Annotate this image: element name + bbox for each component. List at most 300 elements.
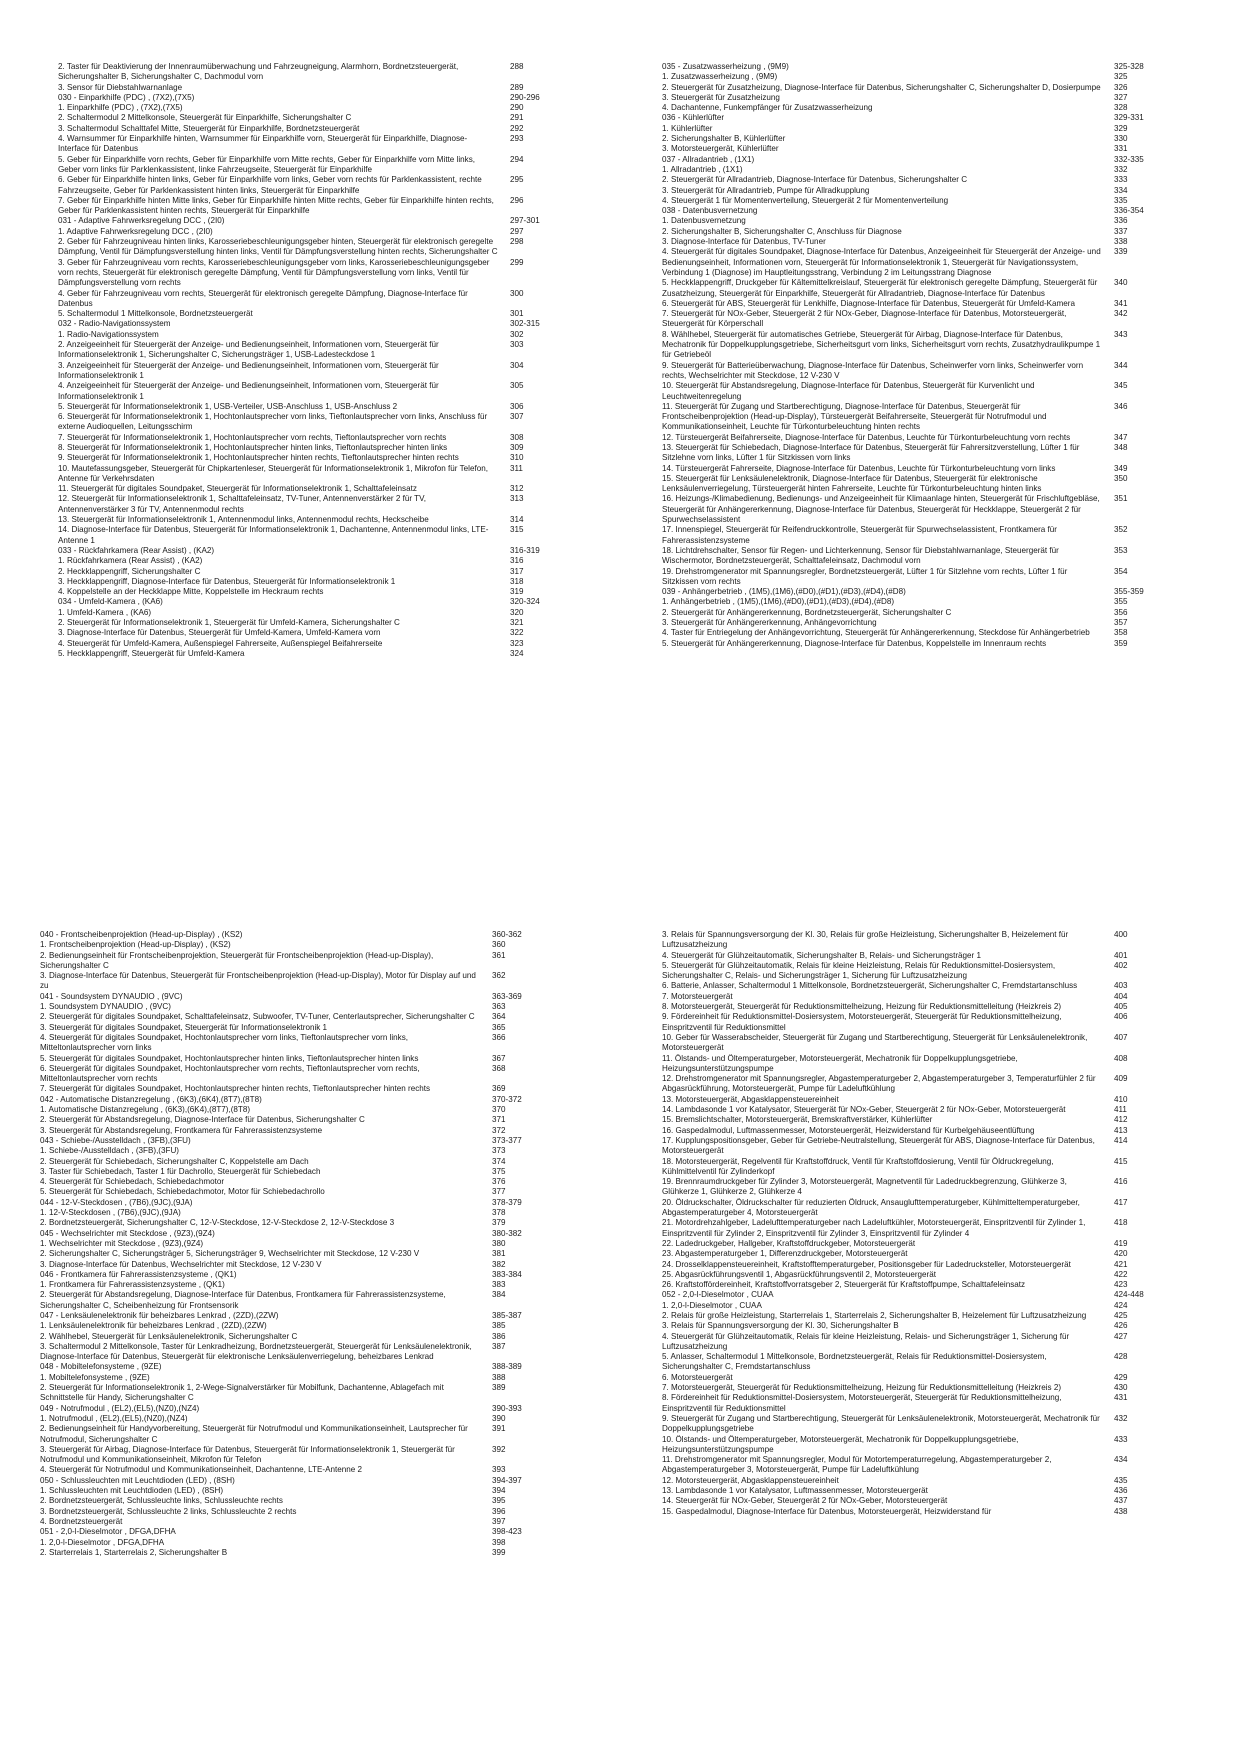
entry-text: 1. Anhängerbetrieb , (1M5),(1M6),(#D0),(#D1),(#D3),(#D4),(#D8): [662, 597, 895, 607]
index-entry: [662, 1136, 1184, 1157]
entry-page-number: 413: [1114, 1125, 1128, 1135]
index-entry: [58, 155, 580, 176]
index-entry: [662, 639, 1184, 649]
entry-text: 1. Soundsystem DYNAUDIO , (9VC): [40, 1002, 171, 1012]
entry-text: 2. Steuergerät für Anhängererkennung, Bordnetzsteuergerät, Sicherungshalter C: [662, 607, 952, 617]
entry-text: 6. Steuergerät für Informationselektronik 1, Hochtonlautsprecher vorn links, Tieftonlautsprecher vorn links, Anschluss für externe Audioquellen, Leitungsschirm: [58, 412, 488, 432]
entry-page-number: 305: [510, 381, 524, 391]
index-entry: [58, 464, 580, 485]
entry-page-number: 343: [1114, 329, 1128, 339]
entry-page-number: 292: [510, 123, 524, 133]
entry-page-number: 416: [1114, 1177, 1128, 1187]
entry-text: 4. Steuergerät für digitales Soundpaket, Hochtonlautsprecher vorn links, Tieftonlautsprecher vorn links, Mitteltonlautsprecher vorn links: [40, 1032, 409, 1053]
index-entry: [58, 103, 580, 113]
index-column-top-right: [662, 62, 1184, 649]
entry-page-number: 325: [1114, 72, 1128, 82]
index-entry: [662, 1115, 1184, 1125]
entry-text: 14. Türsteuergerät Fahrerseite, Diagnose-Interface für Datenbus, Leuchte für Türkonturbeleuchtung vorn links: [662, 463, 1056, 473]
entry-page-number: 364: [492, 1012, 506, 1022]
entry-page-number: 429: [1114, 1372, 1128, 1382]
entry-text: 3. Bordnetzsteuergerät, Schlussleuchte 2 links, Schlussleuchte 2 rechts: [40, 1506, 297, 1516]
index-entry: [58, 289, 580, 310]
entry-page-number: 426: [1114, 1321, 1128, 1331]
index-entry: [662, 1352, 1184, 1373]
entry-page-number: 301: [510, 309, 524, 319]
index-entry: [662, 216, 1184, 226]
index-entry: [662, 951, 1184, 961]
entry-text: 11. Steuergerät für digitales Soundpaket, Steuergerät für Informationselektronik 1, Schalttafeleinsatz: [58, 484, 417, 494]
entry-page-number: 320: [510, 607, 524, 617]
entry-page-number: 332: [1114, 164, 1128, 174]
entry-page-number: 402: [1114, 960, 1128, 970]
entry-text: 17. Innenspiegel, Steuergerät für Reifendruckkontrolle, Steuergerät für Spurwechselassistent, Frontkamera für Fahrerassistenzsysteme: [662, 525, 1058, 545]
index-entry: [40, 1280, 562, 1290]
entry-page-number: 422: [1114, 1269, 1128, 1279]
entry-text: 18. Lichtdrehschalter, Sensor für Regen- und Lichterkennung, Sensor für Diebstahlwarnanlage, Steuergerät für Wischermotor, Bordnetzsteuergerät, Schalttafeleinsatz, Dachmodul vorn: [662, 545, 1059, 566]
index-entry: [40, 1507, 562, 1517]
entry-page-number: 380-382: [492, 1228, 522, 1238]
entry-text: 1. Datenbusvernetzung: [662, 216, 746, 226]
entry-text: 2. Steuergerät für Informationselektronik 1, Steuergerät für Umfeld-Kamera, Sicherungshalter C: [58, 618, 400, 628]
entry-page-number: 389: [492, 1383, 506, 1393]
entry-text: 15. Bremslichtschalter, Motorsteuergerät, Bremskraftverstärker, Kühlerlüfter: [662, 1115, 933, 1125]
entry-page-number: 380: [492, 1238, 506, 1248]
entry-text: 2. Relais für große Heizleistung, Starterrelais 1, Starterrelais 2, Sicherungshalter B, Heizelement für Luftzusatzheizung: [662, 1310, 1087, 1320]
index-entry: [58, 453, 580, 463]
entry-text: 3. Diagnose-Interface für Datenbus, Steuergerät für Frontscheibenprojektion (Head-up-Display), Motor für Display auf und zu: [40, 971, 476, 991]
index-entry: [58, 525, 580, 546]
index-entry: [40, 1249, 562, 1259]
entry-page-number: 420: [1114, 1249, 1128, 1259]
entry-text: 1. Schlussleuchten mit Leuchtdioden (LED) , (8SH): [40, 1486, 224, 1496]
entry-page-number: 310: [510, 453, 524, 463]
entry-page-number: 304: [510, 360, 524, 370]
entry-text: 033 - Rückfahrkamera (Rear Assist) , (KA2): [58, 545, 215, 555]
index-entry: [40, 1517, 562, 1527]
entry-text: 4. Taster für Entriegelung der Anhängevorrichtung, Steuergerät für Anhängererkennung, Steckdose für Anhängerbetrieb: [662, 628, 1090, 638]
entry-text: 1. Mobiltelefonsysteme , (9ZE): [40, 1372, 150, 1382]
entry-page-number: 377: [492, 1187, 506, 1197]
index-entry: [662, 443, 1184, 464]
index-entry: [662, 124, 1184, 134]
entry-text: 031 - Adaptive Fahrwerksregelung DCC , (2I0): [58, 216, 225, 226]
entry-page-number: 311: [510, 463, 523, 473]
index-entry: [662, 546, 1184, 567]
entry-page-number: 363: [492, 1002, 506, 1012]
entry-text: 045 - Wechselrichter mit Steckdose , (9Z3),(9Z4): [40, 1228, 215, 1238]
entry-text: 1. Einparkhilfe (PDC) , (7X2),(7X5): [58, 103, 183, 113]
entry-text: 12. Motorsteuergerät, Abgasklappensteuereinheit: [662, 1475, 839, 1485]
entry-page-number: 399: [492, 1547, 506, 1557]
entry-page-number: 400: [1114, 930, 1128, 939]
entry-text: 14. Steuergerät für NOx-Geber, Steuergerät 2 für NOx-Geber, Motorsteuergerät: [662, 1496, 948, 1506]
entry-text: 11. Drehstromgenerator mit Spannungsregler, Modul für Motortemperaturregelung, Abgastemperaturgeber 2, Abgastemperaturgeber 3, Motorsteuergerät, Pumpe für Ladeluftkühlung: [662, 1455, 1052, 1475]
entry-text: 2. Anzeigeeinheit für Steuergerät der Anzeige- und Bedienungseinheit, Informationen vorn, Steuergerät für Informationselektronik 1, Sicherungshalter C, Sicherungsträger 1, USB-Ladesteckdose 1: [58, 340, 439, 360]
entry-page-number: 298: [510, 237, 524, 247]
index-entry: [58, 567, 580, 577]
entry-page-number: 316-319: [510, 545, 540, 555]
index-entry: [662, 525, 1184, 546]
entry-text: 4. Steuergerät für Glühzeitautomatik, Relais für kleine Heizleistung, Relais- und Sicherungsträger 1, Sicherung für Luftzusatzheizung: [662, 1331, 1070, 1351]
entry-text: 3. Schaltermodul 2 Mittelkonsole, Taster für Lenkradheizung, Bordnetzsteuergerät, Steuergerät für Lenksäulenelektronik, Diagnose-Interface für Datenbus, Steuergerät für elektronische Lenksäulenverriegelung, beheizbares Lenkrad: [40, 1341, 472, 1362]
entry-page-number: 388-389: [492, 1362, 522, 1372]
index-entry: [40, 1064, 562, 1085]
entry-page-number: 415: [1114, 1156, 1128, 1166]
entry-page-number: 406: [1114, 1012, 1128, 1022]
index-entry: [662, 227, 1184, 237]
index-entry: [40, 1084, 562, 1094]
index-section-heading: [40, 1095, 562, 1105]
entry-text: 030 - Einparkhilfe (PDC) , (7X2),(7X5): [58, 92, 195, 102]
entry-text: 7. Motorsteuergerät: [662, 991, 733, 1001]
entry-page-number: 299: [510, 257, 524, 267]
index-entry: [662, 299, 1184, 309]
entry-page-number: 387: [492, 1341, 506, 1351]
index-entry: [662, 1455, 1184, 1476]
index-entry: [662, 1012, 1184, 1033]
entry-page-number: 341: [1114, 298, 1128, 308]
index-column-top-left: [58, 62, 580, 830]
index-entry: [58, 361, 580, 382]
index-entry: [58, 494, 580, 515]
entry-page-number: 290-296: [510, 92, 540, 102]
index-entry: [662, 608, 1184, 618]
entry-page-number: 288: [510, 62, 524, 71]
entry-text: 3. Steuergerät für Airbag, Diagnose-Interface für Datenbus, Steuergerät für Informationselektronik 1, Steuergerät für Notrufmodul und Kommunikationseinheit, Mikrofon für Telefon: [40, 1444, 455, 1465]
entry-page-number: 407: [1114, 1032, 1128, 1042]
entry-page-number: 418: [1114, 1218, 1128, 1228]
index-entry: [58, 639, 580, 649]
index-entry: [662, 1260, 1184, 1270]
entry-page-number: 359: [1114, 638, 1128, 648]
index-entry: [662, 1435, 1184, 1456]
entry-text: 3. Motorsteuergerät, Kühlerlüfter: [662, 144, 779, 154]
entry-page-number: 373-377: [492, 1135, 522, 1145]
index-entry: [662, 1218, 1184, 1239]
entry-text: 037 - Allradantrieb , (1X1): [662, 154, 755, 164]
entry-page-number: 374: [492, 1156, 506, 1166]
index-entry: [40, 1177, 562, 1187]
entry-text: 4. Anzeigeeinheit für Steuergerät der Anzeige- und Bedienungseinheit, Informationen vorn, Steuergerät für Informationselektronik 1: [58, 381, 439, 401]
entry-page-number: 385: [492, 1321, 506, 1331]
index-entry: [662, 330, 1184, 361]
entry-page-number: 431: [1114, 1393, 1128, 1403]
index-entry: [662, 1177, 1184, 1198]
index-entry: [662, 165, 1184, 175]
index-section-heading: [40, 930, 562, 940]
entry-text: 046 - Frontkamera für Fahrerassistenzsysteme , (QK1): [40, 1269, 237, 1279]
entry-page-number: 354: [1114, 566, 1128, 576]
entry-page-number: 312: [510, 484, 524, 494]
entry-text: 8. Steuergerät für Informationselektronik 1, Hochtonlautsprecher hinten links, Tieftonlautsprecher hinten links: [58, 442, 448, 452]
index-entry: [662, 1373, 1184, 1383]
entry-page-number: 383-384: [492, 1269, 522, 1279]
entry-page-number: 362: [492, 971, 506, 981]
entry-text: 17. Kupplungspositionsgeber, Geber für Getriebe-Neutralstellung, Steuergerät für ABS, Diagnose-Interface für Datenbus, Motorsteuergerät: [662, 1135, 1095, 1156]
index-entry: [58, 649, 580, 659]
index-entry: [662, 134, 1184, 144]
entry-text: 13. Motorsteuergerät, Abgasklappensteuereinheit: [662, 1094, 839, 1104]
entry-page-number: 307: [510, 412, 524, 422]
index-entry: [40, 1342, 562, 1363]
entry-page-number: 358: [1114, 628, 1128, 638]
index-entry: [40, 1157, 562, 1167]
entry-page-number: 370: [492, 1105, 506, 1115]
index-section-heading: [58, 597, 580, 607]
entry-page-number: 396: [492, 1506, 506, 1516]
entry-text: 2. Steuergerät für digitales Soundpaket, Schalttafeleinsatz, Subwoofer, TV-Tuner, Centerlautsprecher, Sicherungshalter C: [40, 1012, 475, 1022]
entry-page-number: 356: [1114, 607, 1128, 617]
entry-text: 036 - Kühlerlüfter: [662, 113, 725, 123]
index-section-heading: [58, 319, 580, 329]
index-entry: [58, 175, 580, 196]
index-entry: [662, 567, 1184, 588]
entry-text: 3. Steuergerät für digitales Soundpaket, Steuergerät für Informationselektronik 1: [40, 1022, 328, 1032]
entry-page-number: 368: [492, 1063, 506, 1073]
entry-page-number: 438: [1114, 1506, 1128, 1516]
entry-page-number: 428: [1114, 1352, 1128, 1362]
index-entry: [58, 196, 580, 217]
entry-page-number: 327: [1114, 92, 1128, 102]
entry-text: 2. Bordnetzsteuergerät, Sicherungshalter C, 12-V-Steckdose, 12-V-Steckdose 2, 12-V-Steckdose 3: [40, 1218, 395, 1228]
entry-text: 25. Abgasrückführungsventil 1, Abgasrückführungsventil 2, Motorsteuergerät: [662, 1269, 936, 1279]
entry-text: 6. Geber für Einparkhilfe hinten links, Geber für Einparkhilfe vorn links, Geber vorn rechts für Parklenkassistent, rechte Fahrzeugseite, Geber für Parklenkassistent hinten links, Steuergerät für Einparkhilfe: [58, 175, 482, 195]
entry-page-number: 337: [1114, 226, 1128, 236]
index-entry: [662, 930, 1184, 951]
entry-text: 9. Steuergerät für Informationselektronik 1, Hochtonlautsprecher hinten rechts, Tieftonlautsprecher hinten rechts: [58, 453, 459, 463]
entry-text: 4. Steuergerät für digitales Soundpaket, Diagnose-Interface für Datenbus, Anzeigeeinheit für Steuergerät der Anzeige- und Bedienungseinheit, Informationen vorn, Steuergerät für Informationselektronik 1, Steuergerät für Navigationssystem, Verbindung 1 (Diagnose) im Hauptleitungsstrang, Verbindung 2 im Leitungsstrang Diagnose: [662, 247, 1101, 277]
index-entry: [58, 433, 580, 443]
entry-text: 13. Steuergerät für Informationselektronik 1, Antennenmodul links, Antennenmodul rechts, Heckscheibe: [58, 515, 429, 525]
index-section-heading: [40, 1311, 562, 1321]
entry-page-number: 383: [492, 1280, 506, 1290]
index-entry: [662, 474, 1184, 495]
entry-page-number: 353: [1114, 545, 1128, 555]
index-entry: [662, 361, 1184, 382]
index-entry: [662, 381, 1184, 402]
entry-page-number: 430: [1114, 1383, 1128, 1393]
entry-text: 2. Steuergerät für Informationselektronik 1, 2-Wege-Signalverstärker für Mobilfunk, Dachantenne, Ablagefach mit Schnittstelle für Handy, Sicherungshalter C: [40, 1383, 444, 1403]
entry-text: 2. Wählhebel, Steuergerät für Lenksäulenelektronik, Sicherungshalter C: [40, 1331, 298, 1341]
entry-page-number: 349: [1114, 463, 1128, 473]
entry-text: 1. 2,0-l-Dieselmotor , DFGA,DFHA: [40, 1537, 165, 1547]
index-entry: [40, 1239, 562, 1249]
index-entry: [40, 1332, 562, 1342]
index-entry: [662, 1033, 1184, 1054]
entry-page-number: 393: [492, 1465, 506, 1475]
entry-text: 2. Sicherungshalter B, Sicherungshalter C, Anschluss für Diagnose: [662, 226, 902, 236]
entry-text: 2. Steuergerät für Abstandsregelung, Diagnose-Interface für Datenbus, Sicherungshalter C: [40, 1115, 365, 1125]
index-entry: [40, 1465, 562, 1475]
entry-page-number: 379: [492, 1218, 506, 1228]
entry-page-number: 437: [1114, 1496, 1128, 1506]
entry-text: 5. Heckklappengriff, Steuergerät für Umfeld-Kamera: [58, 648, 245, 658]
entry-text: 1. 12-V-Steckdosen , (7B6),(9JC),(9JA): [40, 1208, 181, 1218]
index-section-heading: [40, 1404, 562, 1414]
index-entry: [662, 1074, 1184, 1095]
entry-text: 5. Schaltermodul 1 Mittelkonsole, Bordnetzsteuergerät: [58, 309, 253, 319]
entry-page-number: 300: [510, 288, 524, 298]
entry-page-number: 355-359: [1114, 587, 1144, 597]
entry-text: 10. Steuergerät für Abstandsregelung, Diagnose-Interface für Datenbus, Steuergerät für Kurvenlicht und Leuchtweitenregelung: [662, 381, 1035, 401]
entry-page-number: 329: [1114, 123, 1128, 133]
index-entry: [40, 1290, 562, 1311]
entry-text: 15. Steuergerät für Lenksäulenelektronik, Diagnose-Interface für Datenbus, Steuergerät für elektronische Lenksäulenverriegelung, Türsteuergerät hinten Fahrerseite, Leuchte für Türkonturbeleuchtung hinten links: [662, 473, 1042, 494]
entry-text: 2. Bedienungseinheit für Frontscheibenprojektion, Steuergerät für Frontscheibenprojektion (Head-up-Display), Sicherungshalter C: [40, 950, 434, 970]
index-entry: [40, 1414, 562, 1424]
entry-text: 043 - Schiebe-/Ausstelldach , (3FB),(3FU): [40, 1135, 191, 1145]
entry-page-number: 424-448: [1114, 1290, 1144, 1300]
entry-text: 16. Heizungs-/Klimabedienung, Bedienungs- und Anzeigeeinheit für Klimaanlage hinten, Steuergerät für Frischluftgebläse, Steuergerät für Anhängererkennung, Diagnose-Interface für Datenbus, Steuergerät für Heckklappe, Steuergerät 2 für Spurwechselassistent: [662, 494, 1100, 525]
index-entry: [40, 1105, 562, 1115]
entry-page-number: 375: [492, 1166, 506, 1176]
entry-page-number: 360-362: [492, 930, 522, 939]
entry-text: 2. Starterrelais 1, Starterrelais 2, Sicherungshalter B: [40, 1547, 228, 1557]
entry-text: 3. Steuergerät für Allradantrieb, Pumpe für Allradkupplung: [662, 185, 870, 195]
index-entry: [662, 992, 1184, 1002]
index-entry: [40, 1538, 562, 1548]
index-entry: [58, 340, 580, 361]
entry-page-number: 296: [510, 195, 524, 205]
index-section-heading: [40, 1476, 562, 1486]
index-entry: [662, 464, 1184, 474]
index-entry: [662, 402, 1184, 433]
entry-page-number: 338: [1114, 237, 1128, 247]
entry-page-number: 313: [510, 494, 524, 504]
entry-text: 032 - Radio-Navigationssystem: [58, 319, 171, 329]
entry-text: 8. Motorsteuergerät, Steuergerät für Reduktionsmittelheizung, Heizung für Reduktionsmittelleitung (Heizkreis 2): [662, 1002, 1062, 1012]
index-entry: [662, 1311, 1184, 1321]
index-entry: [58, 628, 580, 638]
index-column-bottom-left: [40, 930, 562, 1705]
entry-text: 8. Fördereinheit für Reduktionsmittel-Dosiersystem, Motorsteuergerät, Steuergerät für Reduktionsmittelheizung, Einspritzventil für Reduktionsmittel: [662, 1393, 1062, 1413]
entry-page-number: 382: [492, 1259, 506, 1269]
entry-text: 13. Steuergerät für Schiebedach, Diagnose-Interface für Datenbus, Steuergerät für Fahrersitzverstellung, Lüfter 1 für Sitzlehne vorn links, Lüfter 1 für Sitzkissen vorn links: [662, 442, 1080, 463]
index-entry: [58, 556, 580, 566]
entry-text: 3. Schaltermodul Schalttafel Mitte, Steuergerät für Einparkhilfe, Bordnetzsteuergerät: [58, 123, 360, 133]
entry-page-number: 397: [492, 1516, 506, 1526]
entry-text: 4. Bordnetzsteuergerät: [40, 1516, 123, 1526]
entry-text: 18. Motorsteuergerät, Regelventil für Kraftstoffdruck, Ventil für Kraftstoffdosierung, Ventil für Öldruckregelung, Kühlmittelventil für Zylinderkopf: [662, 1156, 1054, 1176]
entry-page-number: 347: [1114, 432, 1128, 442]
index-entry: [58, 381, 580, 402]
entry-text: 049 - Notrufmodul , (EL2),(EL5),(NZ0),(NZ4): [40, 1403, 200, 1413]
entry-page-number: 346: [1114, 401, 1128, 411]
index-entry: [662, 1280, 1184, 1290]
entry-text: 4. Steuergerät für Notrufmodul und Kommunikationseinheit, Dachantenne, LTE-Antenne 2: [40, 1465, 362, 1475]
index-entry: [40, 1218, 562, 1228]
entry-page-number: 321: [510, 618, 524, 628]
entry-text: 047 - Lenksäulenelektronik für beheizbares Lenkrad , (2ZD),(2ZW): [40, 1310, 279, 1320]
index-entry: [662, 1126, 1184, 1136]
entry-page-number: 391: [492, 1424, 506, 1434]
entry-text: 19. Brennraumdruckgeber für Zylinder 3, Motorsteuergerät, Magnetventil für Ladedruckbegrenzung, Glühkerze 3, Glühkerze 1, Glühkerze 2, Glühkerze 4: [662, 1177, 1067, 1197]
entry-text: 3. Taster für Schiebedach, Taster 1 für Dachrollo, Steuergerät für Schiebedach: [40, 1166, 321, 1176]
entry-text: 26. Kraftstoffördereinheit, Kraftstoffvorratsgeber 2, Steuergerät für Kraftstoffpumpe, Schalttafeleinsatz: [662, 1280, 1026, 1290]
entry-text: 3. Diagnose-Interface für Datenbus, Steuergerät für Umfeld-Kamera, Umfeld-Kamera vorn: [58, 628, 381, 638]
entry-page-number: 323: [510, 638, 524, 648]
entry-page-number: 348: [1114, 442, 1128, 452]
entry-page-number: 294: [510, 154, 524, 164]
entry-text: 048 - Mobiltelefonsysteme , (9ZE): [40, 1362, 162, 1372]
index-entry: [40, 1187, 562, 1197]
entry-text: 5. Steuergerät für digitales Soundpaket, Hochtonlautsprecher hinten links, Tieftonlautsprecher hinten links: [40, 1053, 419, 1063]
index-section-heading: [40, 1229, 562, 1239]
index-section-heading: [40, 1136, 562, 1146]
entry-text: 1. Automatische Distanzregelung , (6K3),(6K4),(8T7),(8T8): [40, 1105, 251, 1115]
index-section-heading: [40, 1270, 562, 1280]
entry-text: 3. Steuergerät für Zusatzheizung: [662, 92, 780, 102]
entry-page-number: 302: [510, 329, 524, 339]
index-entry: [58, 618, 580, 628]
entry-page-number: 405: [1114, 1002, 1128, 1012]
entry-text: 23. Abgastemperaturgeber 1, Differenzdruckgeber, Motorsteuergerät: [662, 1249, 908, 1259]
entry-page-number: 308: [510, 432, 524, 442]
index-entry: [662, 93, 1184, 103]
entry-text: 2. Schaltermodul 2 Mittelkonsole, Steuergerät für Einparkhilfe, Sicherungshalter C: [58, 113, 352, 123]
entry-page-number: 324: [510, 648, 524, 658]
entry-page-number: 435: [1114, 1475, 1128, 1485]
index-entry: [58, 62, 580, 83]
index-section-heading: [662, 587, 1184, 597]
entry-text: 2. Steuergerät für Abstandsregelung, Diagnose-Interface für Datenbus, Frontkamera für Fahrerassistenzsysteme, Sicherungshalter C, Scheibenheizung für Frontsensorik: [40, 1290, 446, 1310]
entry-page-number: 436: [1114, 1486, 1128, 1496]
entry-page-number: 386: [492, 1331, 506, 1341]
entry-page-number: 360: [492, 940, 506, 950]
entry-page-number: 320-324: [510, 597, 540, 607]
entry-page-number: 302-315: [510, 319, 540, 329]
entry-text: 14. Diagnose-Interface für Datenbus, Steuergerät für Informationselektronik 1, Dachantenne, Antennenmodul links, LTE-Antenne 1: [58, 525, 489, 545]
entry-text: 1. Frontkamera für Fahrerassistenzsysteme , (QK1): [40, 1280, 225, 1290]
entry-text: 5. Steuergerät für Glühzeitautomatik, Relais für kleine Heizleistung, Relais für Reduktionsmittel-Dosiersystem, Sicherungshalter C, Relais- und Sicherungsträger 1, Sicherung für Luftzusatzheizung: [662, 960, 1056, 981]
index-entry: [662, 1249, 1184, 1259]
entry-page-number: 357: [1114, 618, 1128, 628]
entry-text: 5. Anlasser, Schaltermodul 1 Mittelkonsole, Bordnetzsteuergerät, Relais für Reduktionsmittel-Dosiersystem, Sicherungshalter C, Fremdstartanschluss: [662, 1352, 1047, 1372]
index-entry: [40, 971, 562, 992]
index-section-heading: [40, 1198, 562, 1208]
entry-text: 035 - Zusatzwasserheizung , (9M9): [662, 62, 789, 71]
entry-page-number: 330: [1114, 134, 1128, 144]
entry-text: 052 - 2,0-l-Dieselmotor , CUAA: [662, 1290, 774, 1300]
entry-text: 4. Warnsummer für Einparkhilfe hinten, Warnsummer für Einparkhilfe vorn, Steuergerät für Einparkhilfe, Diagnose-Interface für Datenbus: [58, 134, 468, 154]
entry-text: 051 - 2,0-l-Dieselmotor , DFGA,DFHA: [40, 1527, 176, 1537]
index-entry: [662, 144, 1184, 154]
entry-text: 12. Steuergerät für Informationselektronik 1, Schalttafeleinsatz, TV-Tuner, Antennenverstärker 2 für TV, Antennenverstärker 3 für TV, Antennenmodul rechts: [58, 494, 427, 514]
entry-text: 1. Rückfahrkamera (Rear Assist) , (KA2): [58, 556, 203, 566]
entry-text: 16. Gaspedalmodul, Luftmassenmesser, Motorsteuergerät, Heizwiderstand für Kurbelgehäuseentlüftung: [662, 1125, 1035, 1135]
entry-text: 050 - Schlussleuchten mit Leuchtdioden (LED) , (8SH): [40, 1475, 235, 1485]
index-entry: [40, 1486, 562, 1496]
entry-page-number: 315: [510, 525, 524, 535]
entry-page-number: 370-372: [492, 1094, 522, 1104]
entry-page-number: 372: [492, 1125, 506, 1135]
entry-text: 7. Geber für Einparkhilfe hinten Mitte links, Geber für Einparkhilfe hinten Mitte rechts, Geber für Einparkhilfe hinten rechts, Geber für Parklenkassistent hinten rechts, Steuergerät für Einparkhilfe: [58, 195, 494, 216]
entry-text: 7. Steuergerät für NOx-Geber, Steuergerät 2 für NOx-Geber, Diagnose-Interface für Datenbus, Motorsteuergerät, Steuergerät für Körperschall: [662, 309, 1067, 329]
entry-text: 3. Sensor für Diebstahlwarnanlage: [58, 82, 183, 92]
index-entry: [662, 1383, 1184, 1393]
entry-text: 4. Koppelstelle an der Heckklappe Mitte, Koppelstelle im Heckraum rechts: [58, 587, 324, 597]
index-entry: [662, 1321, 1184, 1331]
entry-page-number: 424: [1114, 1300, 1128, 1310]
index-entry: [662, 83, 1184, 93]
index-entry: [662, 1002, 1184, 1012]
index-section-heading: [662, 62, 1184, 72]
entry-text: 034 - Umfeld-Kamera , (KA6): [58, 597, 163, 607]
entry-page-number: 342: [1114, 309, 1128, 319]
entry-text: 1. Wechselrichter mit Steckdose , (9Z3),(9Z4): [40, 1238, 204, 1248]
index-entry: [662, 1270, 1184, 1280]
index-section-heading: [662, 1290, 1184, 1300]
